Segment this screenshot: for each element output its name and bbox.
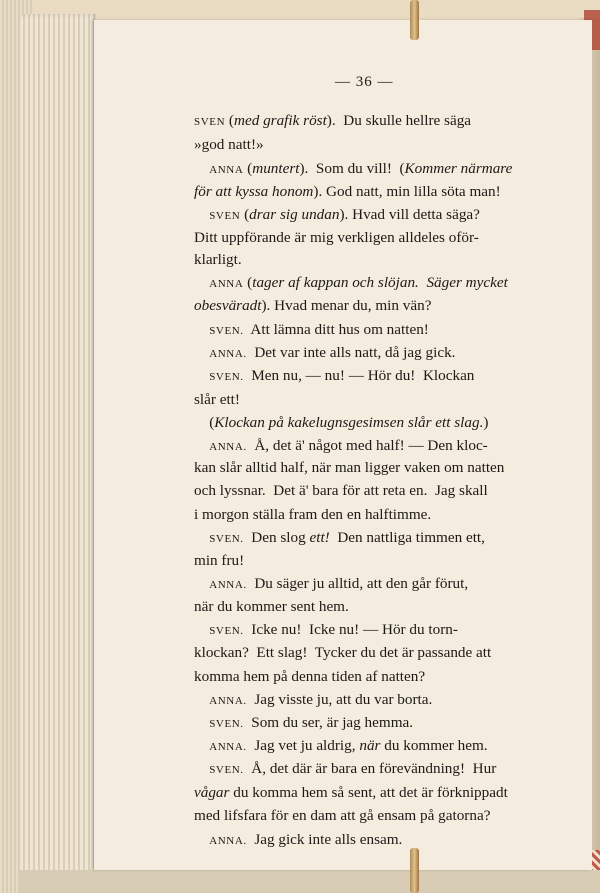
- line-text: komma hem på denna tiden af natten?: [194, 668, 426, 685]
- speaker-name: ANNA.: [209, 741, 247, 753]
- text-line: [194, 552, 244, 570]
- line-text: [194, 575, 209, 592]
- text-line: [194, 206, 480, 224]
- speaker-name: ANNA.: [209, 835, 247, 847]
- stage-direction: med grafik röst: [233, 112, 327, 129]
- line-text: (: [240, 206, 250, 223]
- stage-direction: för att kyssa honom: [194, 183, 314, 200]
- line-text: [194, 160, 209, 177]
- line-text: (: [243, 160, 253, 177]
- line-text: Icke nu! Icke nu! — Hör du torn-: [243, 621, 458, 638]
- speaker-name: SVEN.: [209, 718, 244, 730]
- line-text: klarligt.: [194, 251, 242, 268]
- speaker-name: SVEN: [194, 116, 226, 128]
- text-line: [194, 598, 349, 616]
- line-text: Det var inte alls natt, då jag gick.: [246, 344, 456, 361]
- text-line: [194, 644, 491, 662]
- line-text: med lifsfara för en dam att gå ensam på gatorna?: [194, 807, 491, 824]
- line-text: [194, 367, 209, 384]
- line-text: min fru!: [194, 552, 245, 569]
- text-line: [194, 760, 496, 778]
- stage-direction: muntert: [252, 160, 300, 177]
- text-line: [194, 391, 240, 409]
- line-text: [194, 621, 209, 638]
- text-line: [194, 714, 413, 732]
- line-text: ). God natt, min lilla söta man!: [313, 183, 501, 200]
- text-line: [194, 807, 490, 825]
- line-text: Men nu, — nu! — Hör du! Klockan: [243, 367, 475, 384]
- speaker-name: SVEN.: [209, 371, 244, 383]
- stage-direction: vågar: [194, 784, 230, 801]
- text-line: [194, 229, 479, 247]
- text-line: [194, 297, 431, 315]
- line-text: (: [194, 414, 215, 431]
- speaker-name: ANNA.: [209, 441, 247, 453]
- speaker-name: ANNA.: [209, 695, 247, 707]
- bottom-shadow: [20, 870, 600, 893]
- text-line: [194, 160, 512, 178]
- line-text: och lyssnar. Det ä' bara för att reta en. Jag skall: [194, 482, 488, 499]
- text-line: [194, 321, 429, 339]
- line-text: ). Hvad menar du, min vän?: [261, 297, 432, 314]
- text-line: [194, 691, 432, 709]
- line-text: du kommer hem.: [380, 737, 488, 754]
- line-text: »god natt!»: [194, 136, 264, 153]
- line-text: Att lämna ditt hus om natten!: [243, 321, 429, 338]
- line-text: Jag visste ju, att du var borta.: [246, 691, 433, 708]
- text-line: [194, 136, 264, 154]
- speaker-name: ANNA.: [209, 348, 247, 360]
- text-line: [194, 414, 488, 432]
- stage-direction: ett!: [309, 529, 330, 546]
- page-edges: [20, 14, 96, 876]
- line-text: du komma hem så sent, att det är förknippadt: [229, 784, 508, 801]
- text-line: [194, 784, 508, 802]
- line-text: ). Du skulle hellre säga: [326, 112, 472, 129]
- line-text: [194, 714, 209, 731]
- line-text: [194, 760, 209, 777]
- text-line: [194, 274, 508, 292]
- text-line: [194, 251, 242, 269]
- line-text: [194, 691, 209, 708]
- line-text: ). Hvad vill detta säga?: [339, 206, 480, 223]
- page-clip-top: [410, 0, 419, 40]
- line-text: Du säger ju alltid, att den går förut,: [246, 575, 469, 592]
- text-line: [194, 575, 468, 593]
- text-line: [194, 506, 431, 524]
- line-text: ): [483, 414, 489, 431]
- line-text: ). Som du vill! (: [299, 160, 405, 177]
- speaker-name: SVEN.: [209, 325, 244, 337]
- line-text: Å, det där är bara en förevändning! Hur: [243, 760, 497, 777]
- speaker-name: SVEN.: [209, 533, 244, 545]
- text-line: [194, 737, 488, 755]
- text-line: [194, 112, 471, 130]
- line-text: Ditt uppförande är mig verkligen alldeles oför-: [194, 229, 479, 246]
- line-text: kan slår alltid half, när man ligger vaken om natten: [194, 459, 505, 476]
- text-line: [194, 668, 425, 686]
- text-line: [194, 831, 402, 849]
- line-text: slår ett!: [194, 391, 240, 408]
- text-line: [194, 344, 455, 362]
- stage-direction: obesväradt: [194, 297, 262, 314]
- line-text: [194, 737, 209, 754]
- line-text: [194, 274, 209, 291]
- line-text: (: [243, 274, 253, 291]
- stage-direction: när: [359, 737, 381, 754]
- text-line: [194, 459, 504, 477]
- line-text: [194, 437, 209, 454]
- text-line: [194, 367, 474, 385]
- line-text: när du kommer sent hem.: [194, 598, 349, 615]
- stage-direction: tager af kappan och slöjan. Säger mycket: [252, 274, 508, 291]
- speaker-name: ANNA.: [209, 579, 247, 591]
- speaker-name: SVEN.: [209, 625, 244, 637]
- text-line: [194, 529, 485, 547]
- stage-direction: Klockan på kakelugnsgesimsen slår ett slag.: [214, 414, 484, 431]
- text-line: [194, 482, 488, 500]
- line-text: i morgon ställa fram den en halftimme.: [194, 506, 432, 523]
- text-line: [194, 437, 488, 455]
- page-number: — 36 —: [335, 74, 394, 90]
- text-line: [194, 183, 501, 201]
- line-text: [194, 321, 209, 338]
- line-text: Å, det ä' något med half! — Den kloc-: [246, 437, 488, 454]
- line-text: Som du ser, är jag hemma.: [243, 714, 414, 731]
- line-text: Den nattliga timmen ett,: [329, 529, 485, 546]
- line-text: Den slog: [243, 529, 310, 546]
- line-text: [194, 206, 209, 223]
- line-text: [194, 344, 209, 361]
- line-text: [194, 529, 209, 546]
- page-clip-bottom: [410, 848, 419, 893]
- speaker-name: ANNA: [209, 164, 244, 176]
- line-text: Jag vet ju aldrig,: [246, 737, 360, 754]
- speaker-name: ANNA: [209, 278, 244, 290]
- speaker-name: SVEN: [209, 210, 241, 222]
- line-text: Jag gick inte alls ensam.: [246, 831, 403, 848]
- speaker-name: SVEN.: [209, 764, 244, 776]
- stage-direction: drar sig undan: [249, 206, 340, 223]
- stage-direction: Kommer närmare: [404, 160, 513, 177]
- line-text: [194, 831, 209, 848]
- line-text: klockan? Ett slag! Tycker du det är passande att: [194, 644, 492, 661]
- text-line: [194, 621, 458, 639]
- line-text: (: [225, 112, 234, 129]
